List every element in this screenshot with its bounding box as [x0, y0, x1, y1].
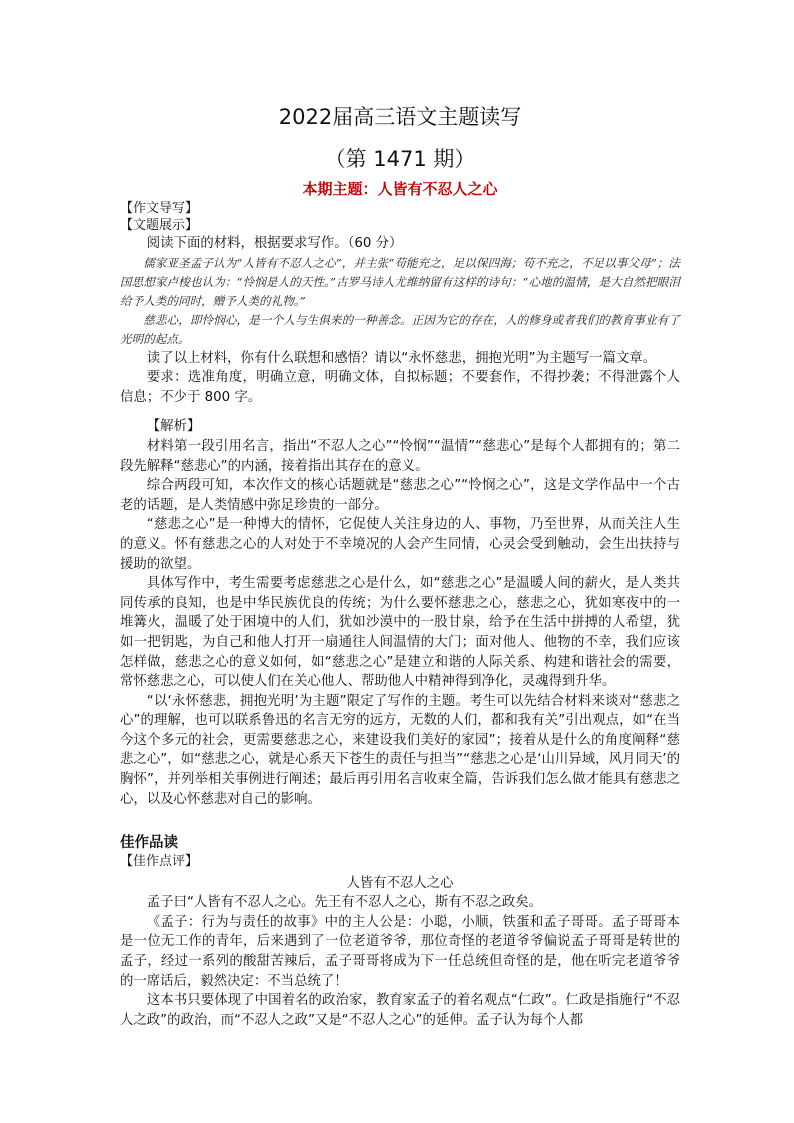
document-content	[120, 102, 680, 1030]
essay-title: 人皆有不忍人之心	[346, 876, 454, 892]
analysis-paragraph-4: 具体写作中，考生需要考虑慈悲之心是什么，如“慈悲之心”是温暖人间的薪火，是人类共同传承的良知，也是中华民族优良的传统；为什么要怀慈悲之心，慈悲之心，犹如寒夜中的一堆篝火，温暖了处于困境中的人们，犹如沙漠中的一股甘泉，给予在生活中拼搏的人希望，犹如一把钥匙，为自己和他人打开一扇通往人间温情的大门；面对他人、他物的不幸，我们应该怎样做，慈悲之心的意义如何，如“慈悲之心”是建立和谐的人际关系、构建和谐社会的需要，常怀慈悲之心，可以使人们在关心他人、帮助他人中精神得到净化，灵魂得到升华。	[120, 576, 680, 690]
essay-paragraph-3: 这本书只要体现了中国着名的政治家，教育家孟子的着名观点“仁政”。仁政是指施行“不忍人之政”的政治，而“不忍人之政”又是“不忍人之心”的延伸。孟子认为每个人都	[120, 993, 680, 1028]
issue-number: （第 1471 期）	[324, 147, 476, 171]
essay-paragraph-1: 孟子曰“人皆有不忍人之心。先王有不忍人之心，斯有不忍之政矣。	[146, 895, 543, 911]
prompt-quote-1: 儒家亚圣孟子认为“人皆有不忍人之心”，并主张“苟能充之，足以保四海；苟不充之，不足以事父母”；法国思想家卢梭也认为：“怜悯是人的天性。”古罗马诗人尤维纳留有这样的诗句：“心地的温情，是大自然把眼泪给予人类的同时，赠予人类的礼物。”	[120, 255, 680, 308]
featured-section-title: 佳作品读	[120, 835, 178, 852]
tag-featured-review: 【佳作点评】	[120, 854, 199, 870]
prompt-instruction: 阅读下面的材料，根据要求写作。（60 分）	[146, 236, 403, 251]
analysis-paragraph-1: 材料第一段引用名言，指出“不忍人之心”“怜悯”“温情”“慈悲心”是每个人都拥有的；第二段先解释“慈悲心”的内涵，接着指出其存在的意义。	[120, 438, 680, 474]
essay-paragraph-2: 《孟子：行为与责任的故事》中的主人公是：小聪，小顺，铁蛋和孟子哥哥。孟子哥哥本是一位无工作的青年，后来遇到了一位老道爷爷，那位奇怪的老道爷爷偏说孟子哥哥是转世的孟子，经过一系列的酸甜苦辣后，孟子哥哥将成为下一任总统但奇怪的是，他在听完老道爷爷的一席话后，毅然决定：不当总统了！	[120, 914, 680, 989]
spacer	[120, 407, 680, 417]
document-title: 2022届高三语文主题读写	[278, 105, 522, 129]
tag-analysis: 【解析】	[146, 419, 201, 435]
analysis-paragraph-5: “以‘永怀慈悲，拥抱光明’为主题”限定了写作的主题。考生可以先结合材料来谈对“慈悲之心”的理解，也可以联系鲁迅的名言无穷的远方，无数的人们，都和我有关”引出观点，如“在当今这个多元的社会，更需要慈悲之心，来建设我们美好的家园”；接着从是什么的角度阐释“慈悲之心”，如“慈悲之心，就是心系天下苍生的责任与担当”“慈悲之心是‘山川异域，风月同天’的胸怀”，并列举相关事例进行阐述；最后再引用名言收束全篇，告诉我们怎么做才能具有慈悲之心，以及心怀慈悲对自己的影响。	[120, 693, 680, 807]
issue-theme: 本期主题：人皆有不忍人之心	[302, 180, 498, 198]
analysis-paragraph-2: 综合两段可知，本次作文的核心话题就是“慈悲之心”“怜悯之心”，这是文学作品中一个古老的话题，是人类情感中弥足珍贵的一部分。	[120, 478, 680, 513]
tag-writing-guide: 【作文导写】	[120, 201, 199, 216]
prompt-requirements: 要求：选准角度，明确立意，明确文体，自拟标题；不要套作，不得抄袭；不得泄露个人信息；不少于 800 字。	[120, 370, 680, 405]
tag-prompt: 【文题展示】	[120, 218, 199, 233]
analysis-paragraph-3: “慈悲之心”是一种博大的情怀，它促使人关注身边的人、事物，乃至世界，从而关注人生的意义。怀有慈悲之心的人对处于不幸境况的人会产生同情，心灵会受到触动，会生出扶持与援助的欲望。	[120, 517, 680, 572]
prompt-task: 读了以上材料，你有什么联想和感悟？请以“永怀慈悲，拥抱光明”为主题写一篇文章。	[146, 350, 657, 366]
prompt-quote-2: 慈悲心，即怜悯心，是一个人与生俱来的一种善念。正因为它的存在，人的修身或者我们的教育事业有了光明的起点。	[120, 312, 680, 346]
